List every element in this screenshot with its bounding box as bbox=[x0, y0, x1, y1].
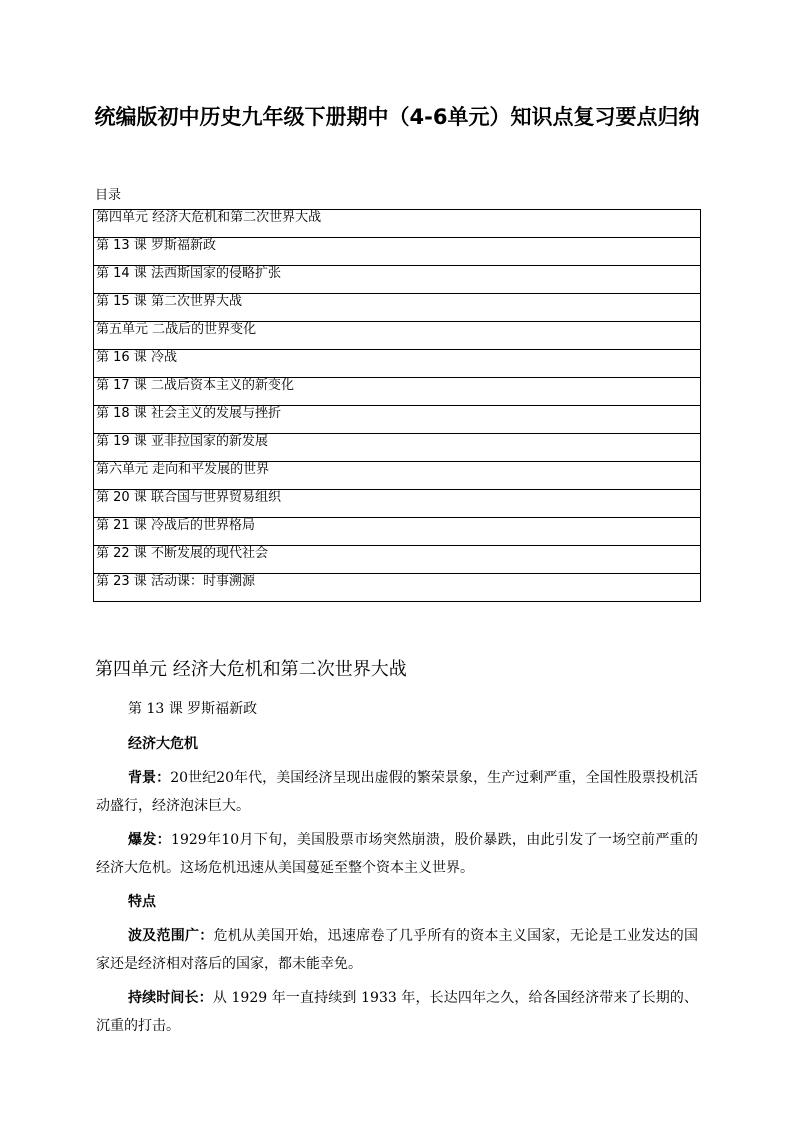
toc-row[interactable] bbox=[94, 294, 701, 322]
paragraph-label: 爆发： bbox=[128, 832, 172, 848]
toc-row[interactable] bbox=[94, 266, 701, 294]
toc-item[interactable]: 第 15 课 第二次世界大战 bbox=[94, 294, 701, 322]
paragraph-label: 波及范围广： bbox=[128, 928, 214, 944]
paragraph-text: 20世纪20年代，美国经济呈现出虚假的繁荣景象，生产过剩严重，全国性股票投机活动盛行，经济泡沫巨大。 bbox=[96, 770, 698, 814]
paragraph-background bbox=[96, 764, 698, 820]
toc-item[interactable]: 第 23 课 活动课：时事溯源 bbox=[94, 574, 701, 602]
document-title: 统编版初中历史九年级下册期中（4-6单元）知识点复习要点归纳 bbox=[94, 105, 700, 129]
toc-row[interactable] bbox=[94, 406, 701, 434]
body-content bbox=[96, 730, 698, 1046]
toc-item[interactable]: 第五单元 二战后的世界变化 bbox=[94, 322, 701, 350]
toc-item[interactable]: 第 19 课 亚非拉国家的新发展 bbox=[94, 434, 701, 462]
toc-row[interactable] bbox=[94, 574, 701, 602]
toc-item[interactable]: 第 13 课 罗斯福新政 bbox=[94, 238, 701, 266]
toc-row[interactable] bbox=[94, 546, 701, 574]
paragraph-text: 1929年10月下旬，美国股票市场突然崩溃，股价暴跌，由此引发了一场空前严重的经济大危机。这场危机迅速从美国蔓延至整个资本主义世界。 bbox=[96, 832, 699, 876]
toc-table bbox=[93, 209, 701, 602]
toc-row[interactable] bbox=[94, 350, 701, 378]
paragraph-text: 从 1929 年一直持续到 1933 年，长达四年之久，给各国经济带来了长期的、沉重的打击。 bbox=[96, 990, 699, 1034]
paragraph-duration bbox=[96, 984, 698, 1040]
toc-item[interactable]: 第 20 课 联合国与世界贸易组织 bbox=[94, 490, 701, 518]
paragraph-outbreak bbox=[96, 826, 698, 882]
toc-row[interactable] bbox=[94, 238, 701, 266]
lesson-title: 第 13 课 罗斯福新政 bbox=[128, 701, 258, 717]
toc-item[interactable]: 第六单元 走向和平发展的世界 bbox=[94, 462, 701, 490]
toc-item[interactable]: 第 16 课 冷战 bbox=[94, 350, 701, 378]
paragraph-text: 危机从美国开始，迅速席卷了几乎所有的资本主义国家，无论是工业发达的国家还是经济相对落后的国家，都未能幸免。 bbox=[96, 928, 699, 972]
toc-row[interactable] bbox=[94, 490, 701, 518]
subheading-economic-crisis: 经济大危机 bbox=[128, 736, 198, 752]
section-title: 第四单元 经济大危机和第二次世界大战 bbox=[95, 659, 407, 680]
paragraph-label: 持续时间长： bbox=[128, 990, 213, 1006]
toc-row[interactable] bbox=[94, 322, 701, 350]
toc-row[interactable] bbox=[94, 378, 701, 406]
toc-item[interactable]: 第 18 课 社会主义的发展与挫折 bbox=[94, 406, 701, 434]
toc-heading: 目录 bbox=[95, 188, 122, 203]
toc-row[interactable] bbox=[94, 434, 701, 462]
toc-item[interactable]: 第四单元 经济大危机和第二次世界大战 bbox=[94, 210, 701, 238]
paragraph-label: 背景： bbox=[128, 770, 171, 786]
subheading-features: 特点 bbox=[128, 894, 156, 910]
toc-row[interactable] bbox=[94, 518, 701, 546]
toc-row[interactable] bbox=[94, 210, 701, 238]
toc-item[interactable]: 第 14 课 法西斯国家的侵略扩张 bbox=[94, 266, 701, 294]
toc-item[interactable]: 第 21 课 冷战后的世界格局 bbox=[94, 518, 701, 546]
paragraph-scope bbox=[96, 922, 698, 978]
toc-item[interactable]: 第 22 课 不断发展的现代社会 bbox=[94, 546, 701, 574]
toc-item[interactable]: 第 17 课 二战后资本主义的新变化 bbox=[94, 378, 701, 406]
toc-row[interactable] bbox=[94, 462, 701, 490]
